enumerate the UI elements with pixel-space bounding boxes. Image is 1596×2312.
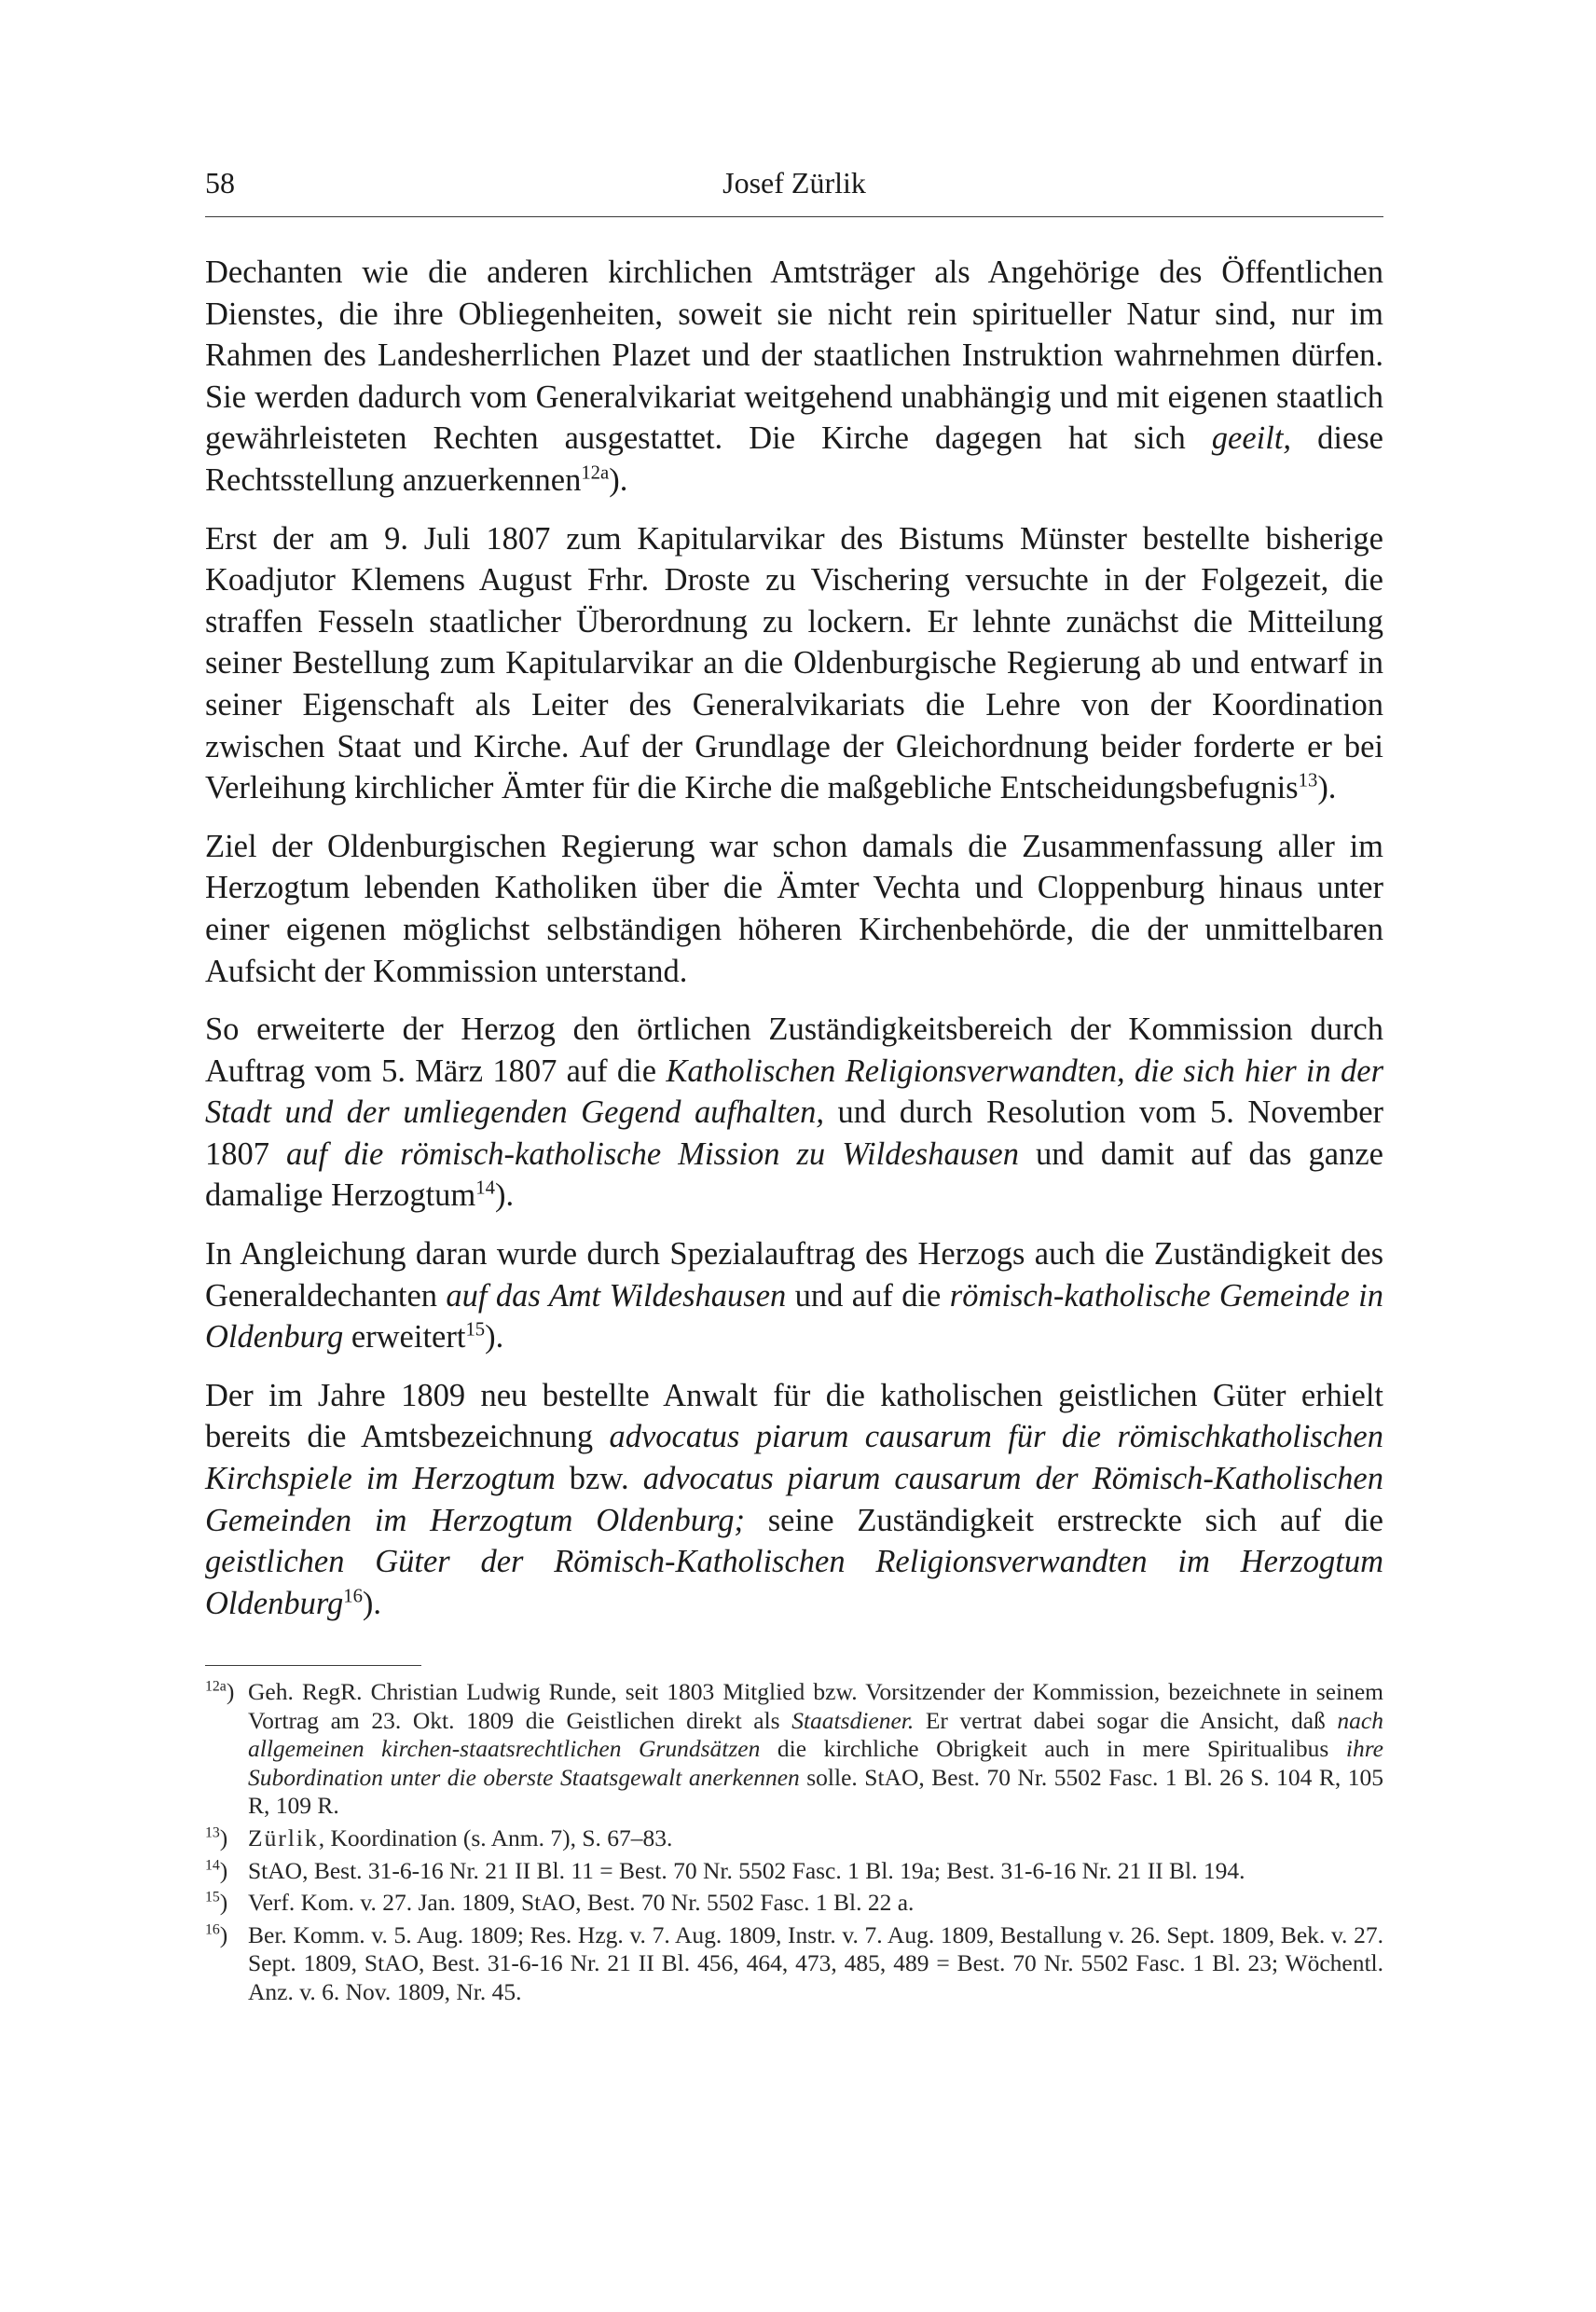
- text-run: und auf die: [786, 1277, 950, 1314]
- text-run: die kirchliche Obrigkeit auch in mere Spiritualibus: [760, 1735, 1346, 1763]
- text-run: seine Zuständigkeit erstreckte sich auf die: [744, 1502, 1383, 1538]
- footnote-number: 14: [205, 1857, 220, 1874]
- text-run: ).: [362, 1585, 382, 1621]
- footnote-12a: [205, 1678, 1383, 1821]
- footnote-marker: $^{13}$): [205, 1823, 228, 1851]
- footnote-marker: $^{12a}$): [205, 1678, 235, 1705]
- text-run: Ziel der Oldenburgischen Regierung war schon damals die Zusammenfassung aller im Herzogtum lebenden Katholiken über die Ämter Vechta und Cloppenburg hinaus unter einer eigenen möglichst selbständigen höheren Kirchenbehörde, die der unmittelbaren Aufsicht der Kommission unterstand.: [205, 828, 1383, 989]
- text-run: So erweiterte der Herzog den örtlichen Zuständigkeitsbereich der Kommission durch Auftrag vom 5. März 1807 auf die: [205, 1012, 1383, 1089]
- author-name: Zürlik: [248, 1823, 319, 1851]
- text-run: Erst der am 9. Juli 1807 zum Kapitularvikar des Bistums Münster bestellte bisherige Koadjutor Klemens August Frhr. Droste zu Vischering versuchte in der Folgezeit, die straffen Fesseln staatlicher Überordnung zu lockern. Er lehnte zunächst die Mitteilung seiner Bestellung zum Kapitularvikar an die Oldenburgische Regierung ab und entwarf in seiner Eigenschaft als Leiter des Generalvikariats die Lehre von der Koordination zwischen Staat und Kirche. Auf der Grundlage der Gleichordnung beider forderte er bei Verleihung kirchlicher Ämter für die Kirche die maßgebliche Entscheidungsbefugnis: [205, 520, 1383, 806]
- footnote-ref-15[interactable]: 15: [465, 1319, 486, 1341]
- text-run: ).: [494, 1177, 515, 1214]
- header-rule: [205, 216, 1383, 217]
- italic-run: Staatsdiener.: [791, 1706, 915, 1734]
- paragraph-4: [205, 1009, 1383, 1217]
- italic-run: römisch-katholische Gemeinde in Oldenburg: [205, 1277, 1383, 1356]
- text-run: ).: [1317, 770, 1337, 806]
- text-run: diese Rechtsstellung anzuerkennen: [205, 420, 1383, 498]
- italic-run: auf die römisch-katholische Mission zu Wildeshausen: [286, 1135, 1019, 1172]
- text-run: Der im Jahre 1809 neu bestellte Anwalt für die katholischen geistlichen Güter erhielt bereits die Amtsbezeichnung: [205, 1377, 1383, 1455]
- italic-run: Katholischen Religionsverwandten, die sich hier in der Stadt und der umliegenden Gegend aufhalten,: [205, 1053, 1383, 1131]
- text-run: ).: [485, 1319, 504, 1356]
- footnote-ref-12a[interactable]: 12a: [581, 462, 610, 484]
- footnote-13: [205, 1824, 1383, 1853]
- running-head: Josef Zürlik: [722, 166, 866, 200]
- footnotes: [205, 1678, 1383, 2011]
- footnote-16: [205, 1921, 1383, 2007]
- text-run: ).: [609, 461, 628, 498]
- body-text: [205, 252, 1383, 1641]
- paragraph-6: [205, 1375, 1383, 1625]
- text-run: bzw.: [555, 1461, 643, 1497]
- footnote-marker: $^{16}$): [205, 1920, 228, 1948]
- paragraph-2: [205, 518, 1383, 809]
- text-run: In Angleichung daran wurde durch Spezialauftrag des Herzogs auch die Zuständigkeit des Generaldechanten: [205, 1236, 1383, 1314]
- footnote-number: 13: [205, 1824, 220, 1841]
- footnote-number: 15: [205, 1889, 220, 1906]
- italic-run: geistlichen Güter der Römisch-Katholischen Religionsverwandten im Herzogtum Oldenburg: [205, 1544, 1383, 1621]
- italic-run: ihre Subordination unter die oberste Staatsgewalt anerkennen: [248, 1735, 1383, 1791]
- text-run: , Koordination (s. Anm. 7), S. 67–83.: [318, 1823, 673, 1851]
- footnote-number: 16: [205, 1921, 220, 1938]
- text-run: Geh. RegR. Christian Ludwig Runde, seit 1803 Mitglied bzw. Vorsitzender der Kommission, bezeichnete in seinem Vortrag am 23. Okt. 1809 die Geistlichen direkt als: [248, 1678, 1383, 1734]
- footnote-ref-14[interactable]: 14: [475, 1177, 495, 1199]
- text-run: StAO, Best. 31-6-16 Nr. 21 II Bl. 11 = Best. 70 Nr. 5502 Fasc. 1 Bl. 19a; Best. 31-6-16 Nr. 21 II Bl. 194.: [248, 1856, 1245, 1884]
- text-run: erweitert: [343, 1319, 466, 1356]
- text-run: Dechanten wie die anderen kirchlichen Amtsträger als Angehörige des Öffentlichen Dienstes, die ihre Obliegenheiten, soweit sie nicht rein spiritueller Natur sind, nur im Rahmen des Landesherrlichen Plazet und der staatlichen Instruktion wahrnehmen dürfen. Sie werden dadurch vom Generalvikariat weitgehend unabhängig und mit eigenen staatlich gewährleisteten Rechten ausgestattet. Die Kirche dagegen hat sich: [205, 255, 1383, 457]
- footnote-marker: $^{14}$): [205, 1856, 228, 1884]
- italic-run: advocatus piarum causarum der Römisch-Katholischen Gemeinden im Herzogtum Oldenburg;: [205, 1461, 1383, 1538]
- footnote-separator: [205, 1665, 421, 1666]
- footnote-number: 12a: [205, 1678, 227, 1695]
- text-run: und durch Resolution vom 5. November 1807: [205, 1094, 1383, 1172]
- footnote-ref-13[interactable]: 13: [1298, 770, 1318, 791]
- footnote-15: [205, 1889, 1383, 1918]
- text-run: und damit auf das ganze damalige Herzogtum: [205, 1135, 1383, 1214]
- footnote-14: [205, 1857, 1383, 1886]
- footnote-ref-16[interactable]: 16: [343, 1586, 363, 1607]
- italic-run: auf das Amt Wildeshausen: [446, 1277, 787, 1314]
- page-number: 58: [205, 166, 235, 200]
- paragraph-5: [205, 1233, 1383, 1358]
- text-run: Ber. Komm. v. 5. Aug. 1809; Res. Hzg. v. 7. Aug. 1809, Instr. v. 7. Aug. 1809, Bestallung v. 26. Sept. 1809, Bek. v. 27. Sept. 1809, StAO, Best. 31-6-16 Nr. 21 II Bl. 456, 464, 473, 485, 489 = Best. 70 Nr. 5502 Fasc. 1 Bl. 23; Wöchentl. Anz. v. 6. Nov. 1809, Nr. 45.: [248, 1920, 1383, 2005]
- italic-run: geeilt,: [1211, 420, 1292, 457]
- italic-run: nach allgemeinen kirchen-staatsrechtlichen Grundsätzen: [248, 1706, 1383, 1763]
- paragraph-3: [205, 826, 1383, 992]
- page-header: [205, 166, 1383, 222]
- text-run: Er vertrat dabei sogar die Ansicht, daß: [914, 1706, 1338, 1734]
- footnote-marker: $^{15}$): [205, 1889, 228, 1917]
- paragraph-1: [205, 252, 1383, 502]
- text-run: Verf. Kom. v. 27. Jan. 1809, StAO, Best. 70 Nr. 5502 Fasc. 1 Bl. 22 a.: [248, 1889, 915, 1917]
- italic-run: advocatus piarum causarum für die römischkatholischen Kirchspiele im Herzogtum: [205, 1419, 1383, 1497]
- text-run: solle. StAO, Best. 70 Nr. 5502 Fasc. 1 Bl. 26 S. 104 R, 105 R, 109 R.: [248, 1763, 1383, 1820]
